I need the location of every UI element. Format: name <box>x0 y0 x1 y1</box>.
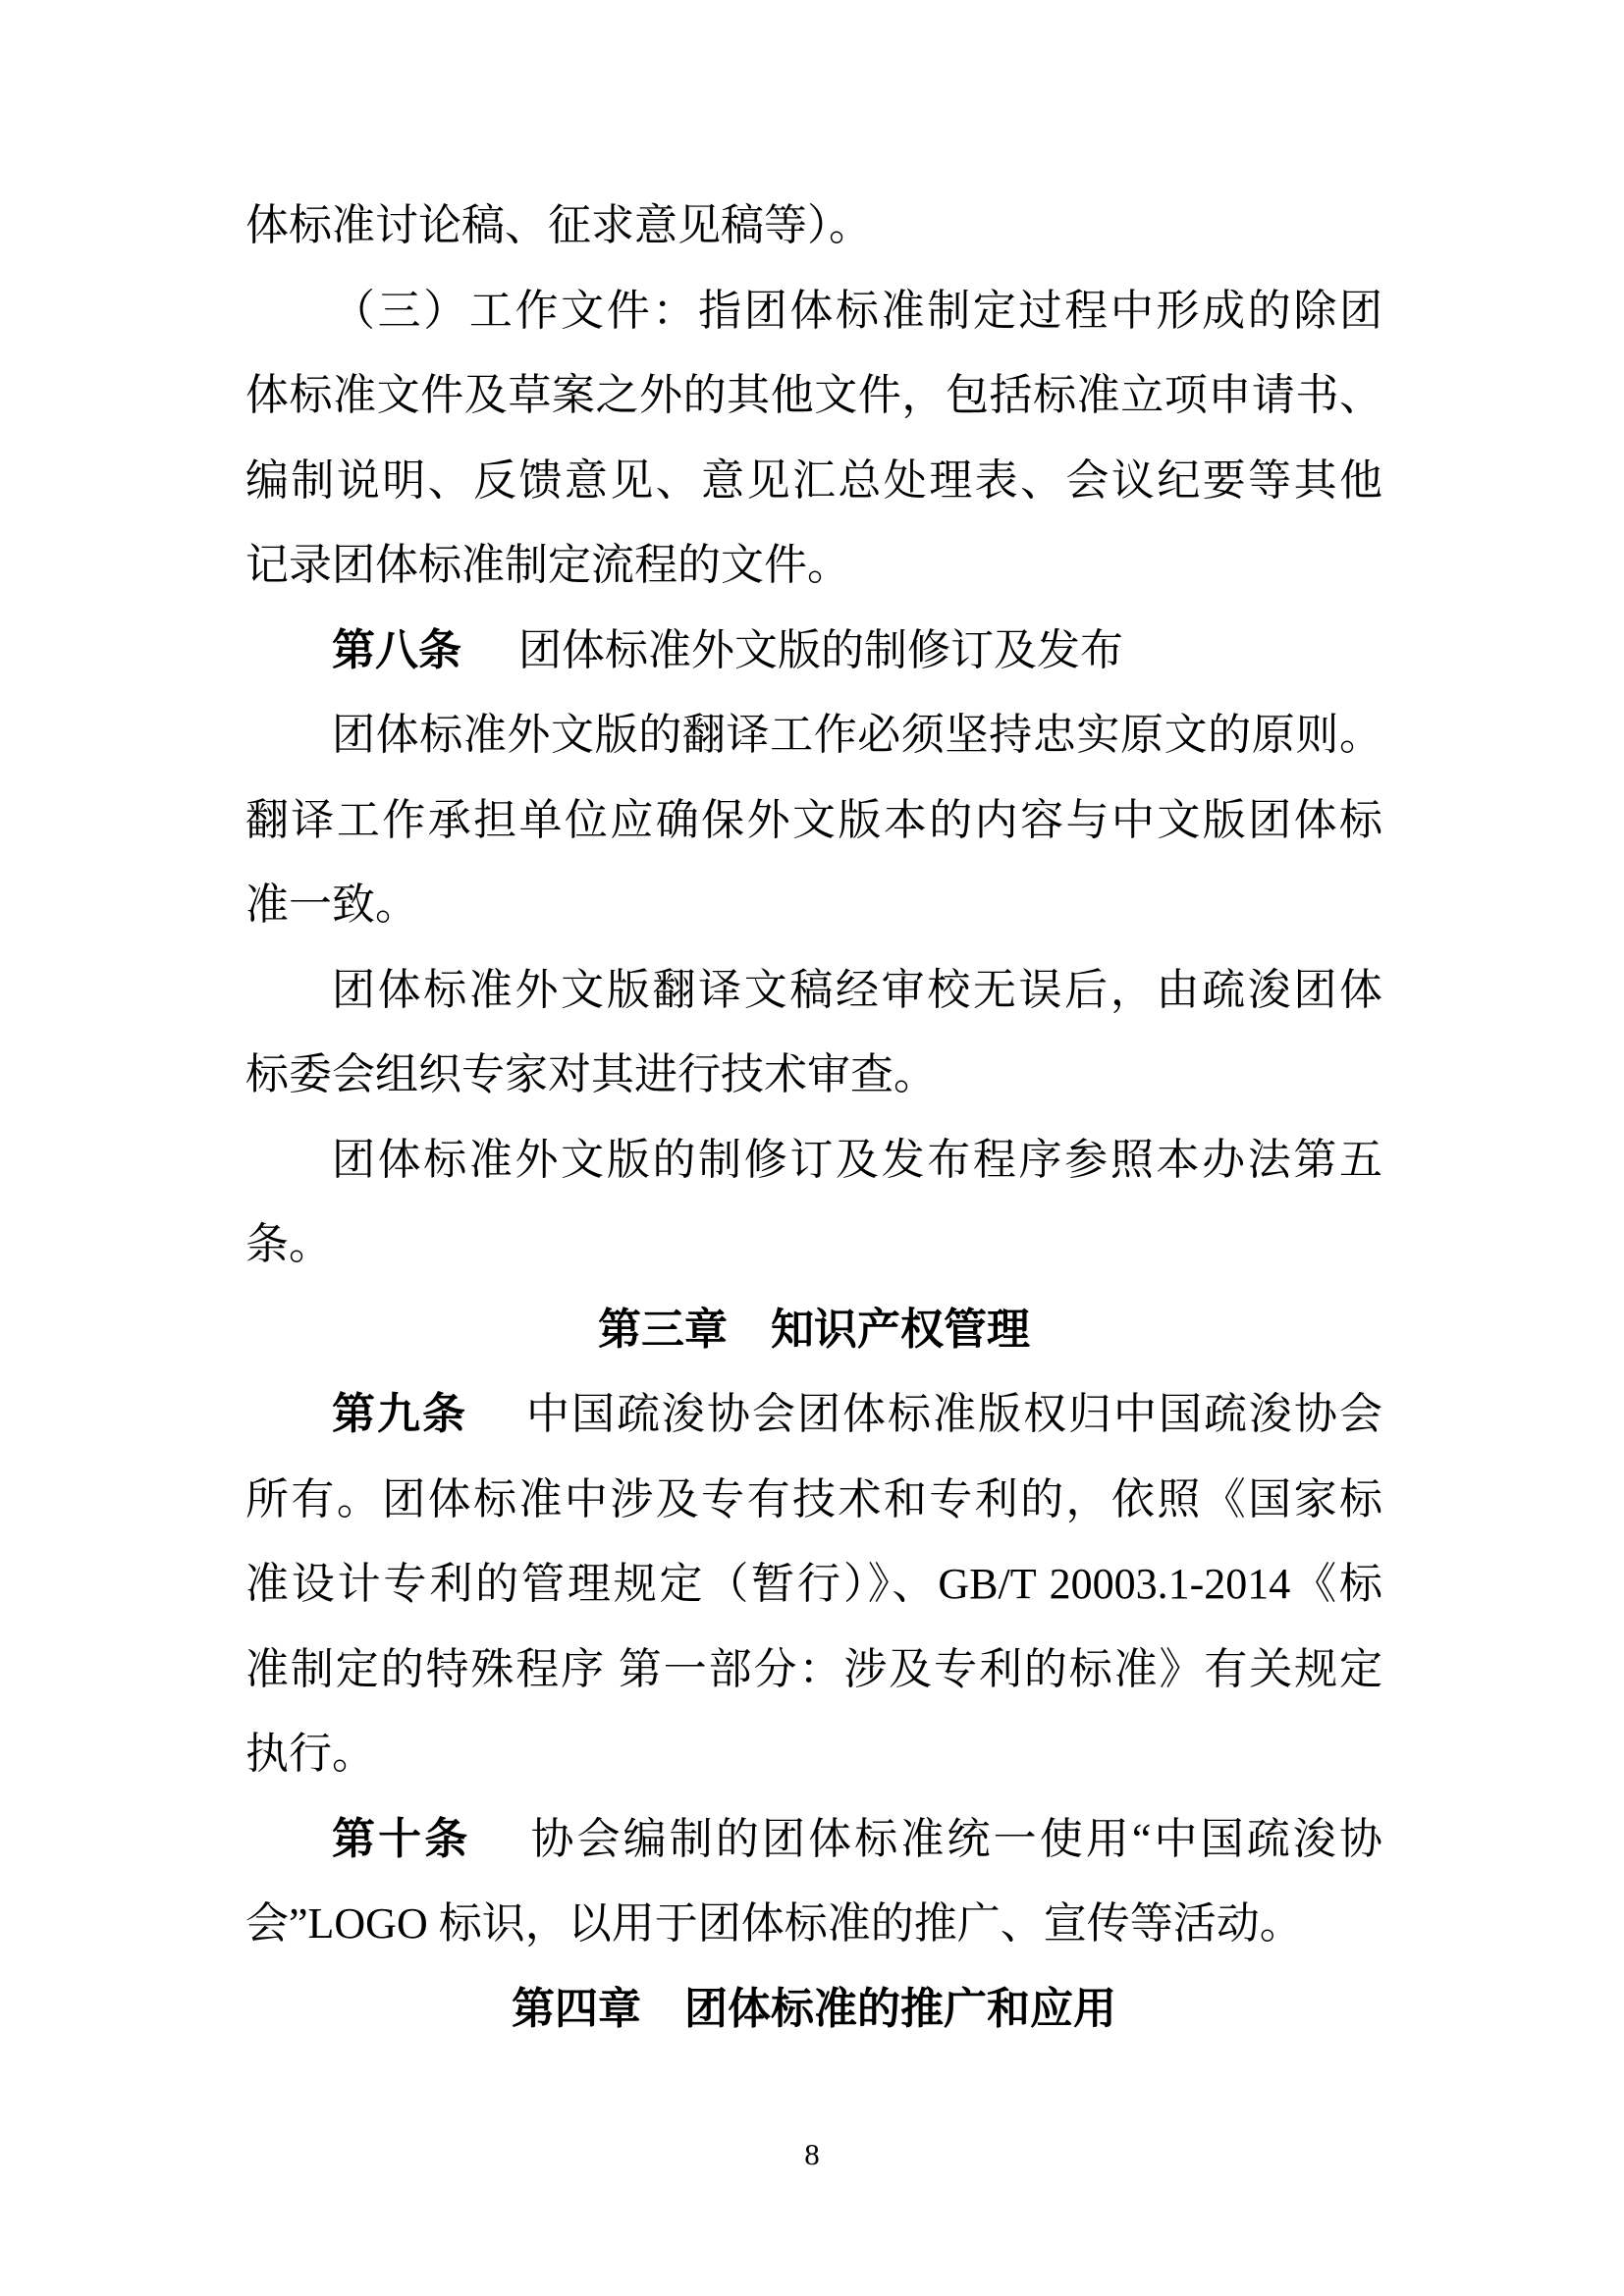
article-8-title: 团体标准外文版的制修订及发布 <box>475 625 1123 674</box>
article-8-heading-line <box>245 609 1382 694</box>
article-9-number: 第九条 <box>332 1390 467 1438</box>
paragraph-line: 团体标准外文版翻译文稿经审校无误后，由疏浚团体 <box>332 965 1382 1014</box>
article-10-text: 协会编制的团体标准统一使用“中国疏浚协 <box>484 1814 1383 1863</box>
paragraph-line: （三）工作文件：指团体标准制定过程中形成的除团 <box>332 286 1382 335</box>
paragraph-line: 翻译工作承担单位应确保外文版本的内容与中文版团体标 <box>245 795 1382 844</box>
page-body-text <box>245 184 1382 2052</box>
paragraph-line: 所有。团体标准中涉及专有技术和专利的，依照《国家标 <box>245 1474 1382 1523</box>
article-9-paragraph-line <box>245 1372 1382 1458</box>
paragraph-line: 团体标准外文版的翻译工作必须坚持忠实原文的原则。 <box>332 711 1382 759</box>
paragraph-end-line: 准一致。 <box>245 881 418 929</box>
paragraph-line: 团体标准外文版的制修订及发布程序参照本办法第五 <box>332 1135 1382 1184</box>
paragraph-end-line: 会”LOGO 标识，以用于团体标准的推广、宣传等活动。 <box>245 1899 1303 1948</box>
article-9-text: 中国疏浚协会团体标准版权归中国疏浚协会 <box>481 1390 1382 1438</box>
paragraph-end-line: 条。 <box>245 1220 332 1268</box>
paragraph-line: 准制定的特殊程序 第一部分：涉及专利的标准》有关规定 <box>245 1644 1382 1693</box>
page-number: 8 <box>804 2137 820 2171</box>
paragraph-end-line: 执行。 <box>245 1730 375 1778</box>
paragraph-line: 编制说明、反馈意见、意见汇总处理表、会议纪要等其他 <box>245 455 1382 505</box>
paragraph-line: 体标准文件及草案之外的其他文件，包括标准立项申请书、 <box>245 371 1382 419</box>
article-10-paragraph-line <box>245 1797 1382 1883</box>
chapter-4-heading: 第四章 团体标准的推广和应用 <box>512 1984 1116 2033</box>
paragraph-line: 准设计专利的管理规定（暂行）》、GB/T 20003.1-2014《标 <box>245 1560 1382 1608</box>
paragraph-end-line: 标委会组织专家对其进行技术审查。 <box>245 1050 937 1098</box>
article-8-number: 第八条 <box>332 625 461 674</box>
paragraph-end-line: 记录团体标准制定流程的文件。 <box>245 541 850 589</box>
paragraph-continuation-line: 体标准讨论稿、征求意见稿等）。 <box>245 201 872 249</box>
chapter-3-heading: 第三章 知识产权管理 <box>598 1305 1030 1354</box>
article-10-number: 第十条 <box>332 1814 471 1863</box>
